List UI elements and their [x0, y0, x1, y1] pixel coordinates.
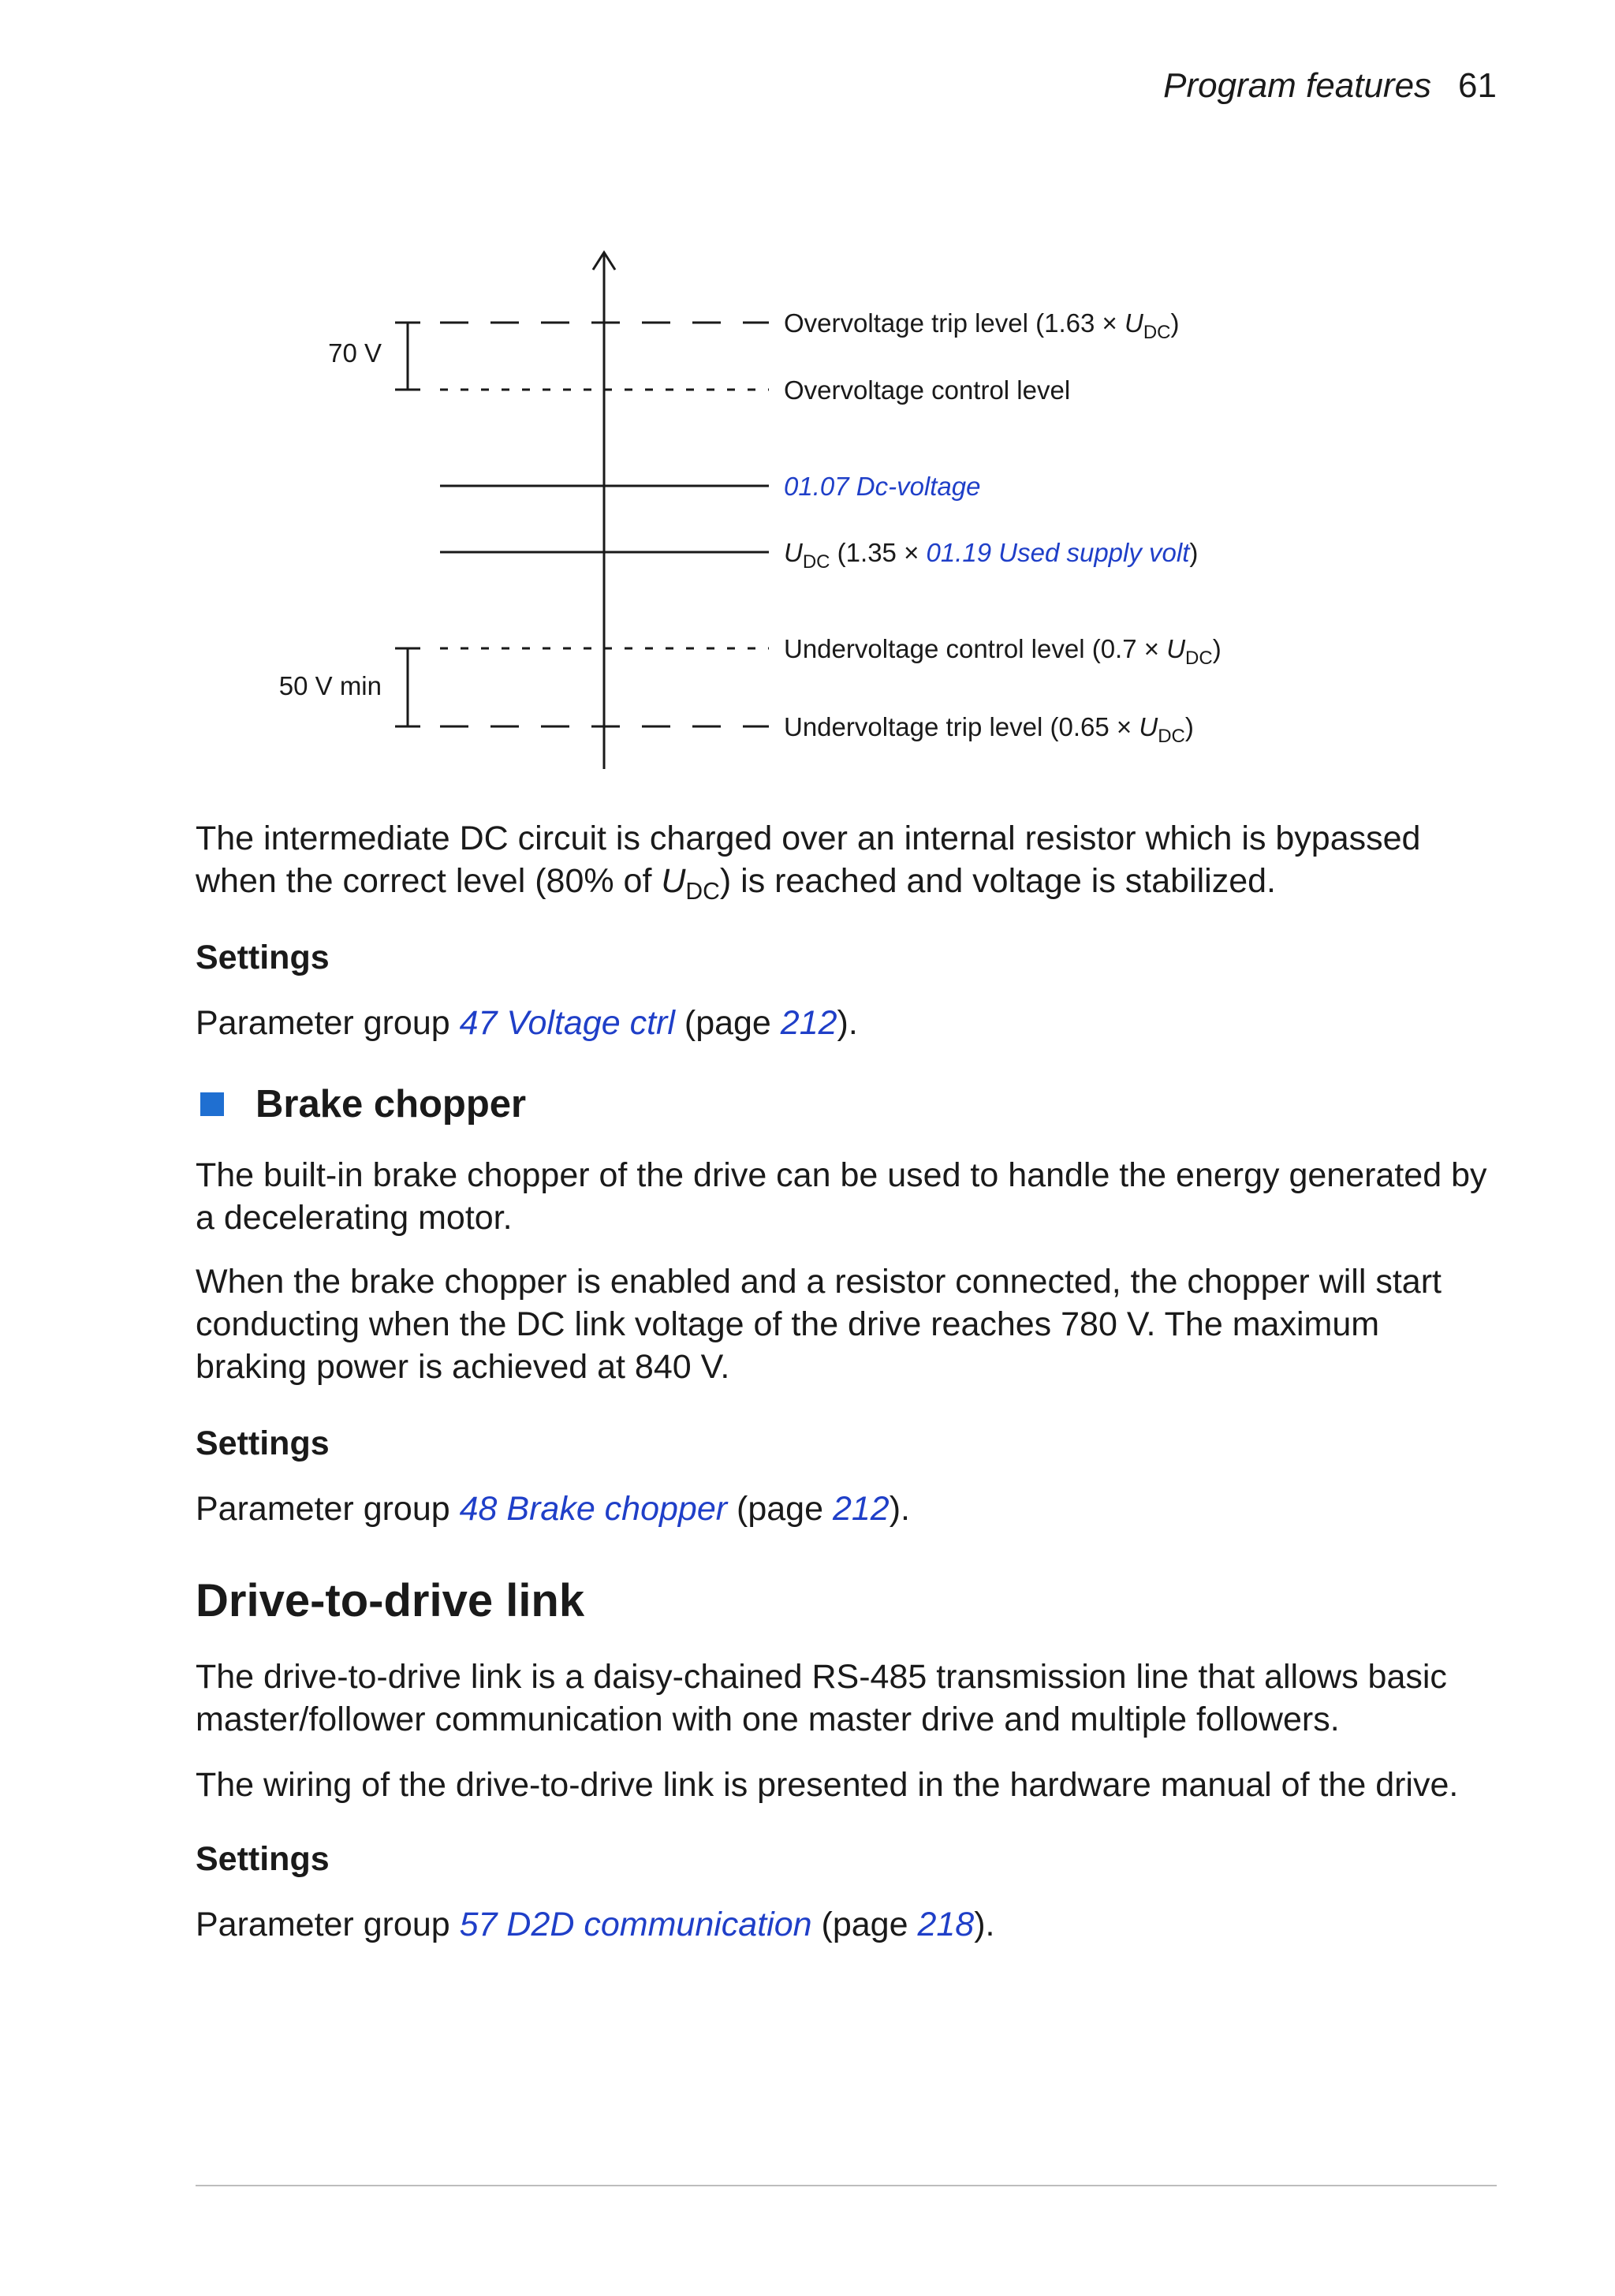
uv-control-label: Undervoltage control level $(0.7 \times U_{DC})$ — [784, 634, 1222, 669]
page-link-212[interactable]: 212 — [832, 1490, 890, 1528]
range-bracket-50v — [395, 648, 420, 726]
bullet-square-icon — [200, 1092, 224, 1116]
ov-trip-label: Overvoltage trip level $(1.63 \times U_{DC})$ — [784, 308, 1180, 343]
settings-heading: Settings — [196, 1840, 330, 1878]
settings-d2d: Parameter group 57 D2D communication (page 218). — [196, 1906, 995, 1943]
uv-trip-label: Undervoltage trip level $(0.65 \times U_{DC})$ — [784, 712, 1194, 747]
udc-label: $U_{DC}$ (1.35 × 01.19 Used supply volt) — [784, 538, 1199, 573]
section-title: Program features — [1163, 66, 1432, 105]
page-link-212[interactable]: 212 — [780, 1004, 837, 1042]
voltage-ctrl-link[interactable]: 47 Voltage ctrl — [459, 1004, 675, 1042]
range-70v-label: 70 V — [328, 338, 382, 368]
range-50v-label: 50 V min — [278, 671, 382, 700]
brake-chopper-heading: Brake chopper — [196, 1082, 526, 1126]
d2d-paragraph-1: The drive-to-drive link is a daisy-chained RS-485 transmission line that allows basic master/follower communication with one master drive and multiple followers. — [196, 1658, 1447, 1738]
ov-control-label: Overvoltage control level — [784, 375, 1071, 405]
dc-charging-paragraph: The intermediate DC circuit is charged over an internal resistor which is bypassed when the correct level (80% of $U_{DC}$) is reached and voltage is stabilized. — [196, 819, 1421, 905]
supply-volt-link[interactable]: 01.19 Used supply volt — [926, 538, 1190, 567]
d2d-paragraph-2: The wiring of the drive-to-drive link is presented in the hardware manual of the drive. — [196, 1766, 1459, 1804]
settings-voltage-ctrl: Parameter group 47 Voltage ctrl (page 212). — [196, 1004, 858, 1042]
dc-voltage-link[interactable]: 01.07 Dc-voltage — [784, 472, 981, 501]
settings-heading: Settings — [196, 939, 330, 976]
brake-paragraph-1: The built-in brake chopper of the drive can be used to handle the energy generated by a decelerating motor. — [196, 1156, 1487, 1237]
brake-paragraph-2: When the brake chopper is enabled and a resistor connected, the chopper will start conducting when the DC link voltage of the drive reaches 780 V. The maximum braking power is achieved at 840 V. — [196, 1263, 1442, 1386]
page-number: 61 — [1458, 66, 1497, 105]
d2d-communication-link[interactable]: 57 D2D communication — [459, 1906, 812, 1943]
range-bracket-70v — [395, 323, 420, 390]
footer-rule — [196, 2185, 1497, 2186]
settings-heading: Settings — [196, 1424, 330, 1462]
settings-brake-chopper: Parameter group 48 Brake chopper (page 212). — [196, 1490, 910, 1528]
dc-voltage-diagram — [0, 0, 1615, 797]
page-link-218[interactable]: 218 — [917, 1906, 975, 1943]
brake-chopper-link[interactable]: 48 Brake chopper — [459, 1490, 728, 1528]
drive-to-drive-heading: Drive-to-drive link — [196, 1575, 585, 1626]
